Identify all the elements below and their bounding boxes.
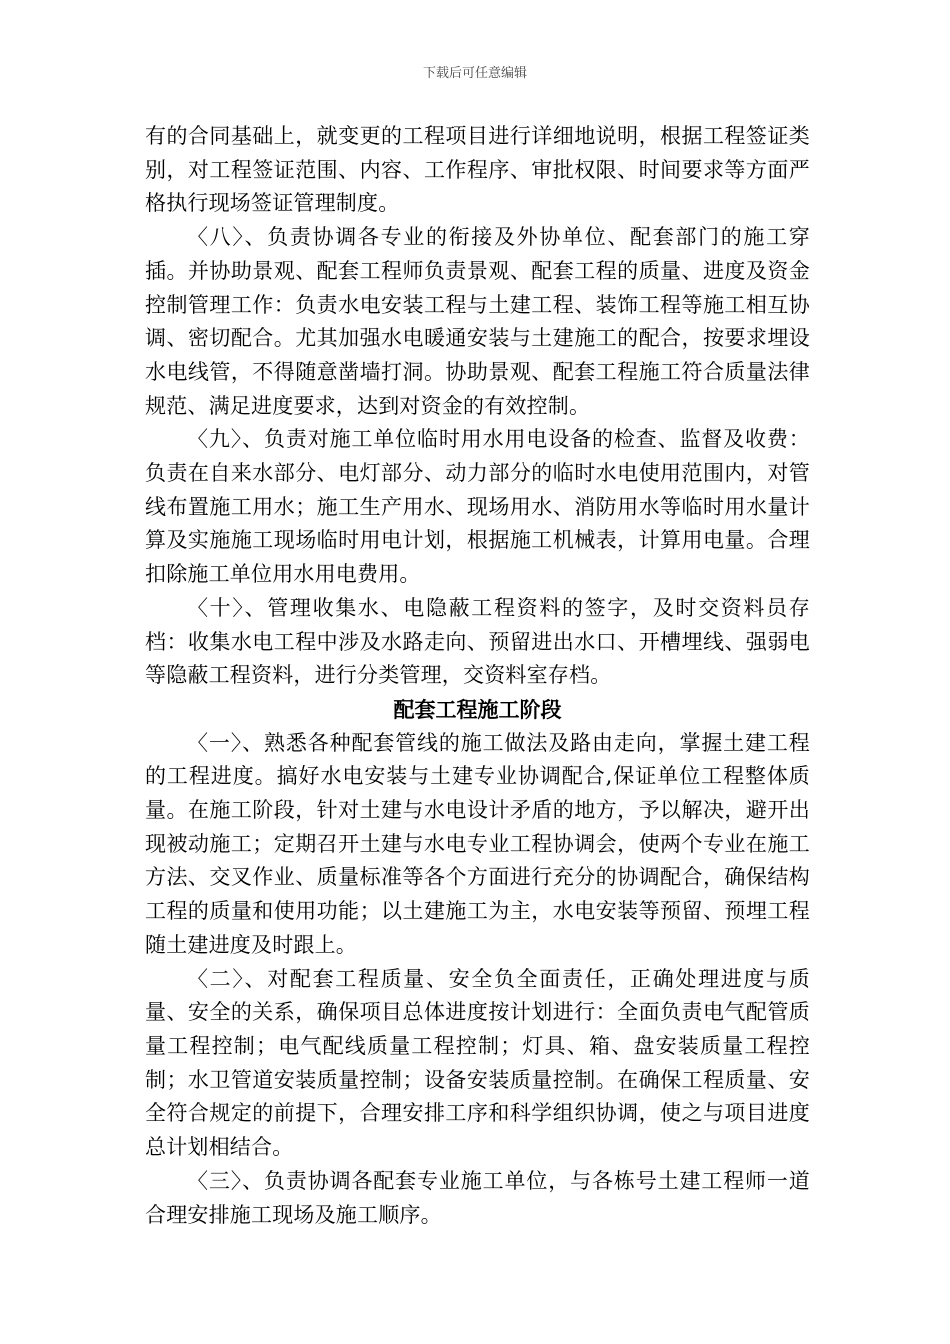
paragraph-item-9: 〈九〉、负责对施工单位临时用水用电设备的检查、监督及收费：负责在自来水部分、电灯部分、动力部分的临时水电使用范围内，对管线布置施工用水；施工生产用水、现场用水、消防用水等临时用水量计算及实施施工现场临时用电计划，根据施工机械表，计算用电量。合理扣除施工单位用水用电费用。 (145, 427, 810, 587)
document-body (145, 120, 810, 1232)
section-heading: 配套工程施工阶段 (393, 696, 562, 722)
paragraph-item-3: 〈三〉、负责协调各配套专业施工单位，与各栋号土建工程师一道合理安排施工现场及施工顺序。 (145, 1168, 810, 1227)
paragraph-item-1: 〈一〉、熟悉各种配套管线的施工做法及路由走向，掌握土建工程的工程进度。搞好水电安装与土建专业协调配合,保证单位工程整体质量。在施工阶段，针对土建与水电设计矛盾的地方，予以解决，避开出现被动施工；定期召开土建与水电专业工程协调会，使两个专业在施工方法、交叉作业、质量标准等各个方面进行充分的协调配合，确保结构工程的质量和使用功能；以土建施工为主，水电安装等预留、预埋工程随土建进度及时跟上。 (145, 730, 810, 957)
paragraph-item-2: 〈二〉、对配套工程质量、安全负全面责任，正确处理进度与质量、安全的关系，确保项目总体进度按计划进行：全面负责电气配管质量工程控制；电气配线质量工程控制；灯具、箱、盘安装质量工程控制；水卫管道安装质量控制；设备安装质量控制。在确保工程质量、安全符合规定的前提下，合理安排工序和科学组织协调，使之与项目进度总计划相结合。 (145, 966, 810, 1160)
paragraph-continuation: 有的合同基础上，就变更的工程项目进行详细地说明，根据工程签证类别，对工程签证范围、内容、工作程序、审批权限、时间要求等方面严格执行现场签证管理制度。 (145, 124, 810, 216)
page-header-note: 下载后可任意编辑 (422, 66, 527, 81)
paragraph-item-10: 〈十〉、管理收集水、电隐蔽工程资料的签字，及时交资料员存档：收集水电工程中涉及水路走向、预留进出水口、开槽埋线、强弱电等隐蔽工程资料，进行分类管理，交资料室存档。 (145, 595, 810, 688)
paragraph-item-8: 〈八〉、负责协调各专业的衔接及外协单位、配套部门的施工穿插。并协助景观、配套工程师负责景观、配套工程的质量、进度及资金控制管理工作：负责水电安装工程与土建工程、装饰工程等施工相互协调、密切配合。尤其加强水电暖通安装与土建施工的配合，按要求埋设水电线管，不得随意凿墙打洞。协助景观、配套工程施工符合质量法律规范、满足进度要求，达到对资金的有效控制。 (145, 225, 810, 418)
